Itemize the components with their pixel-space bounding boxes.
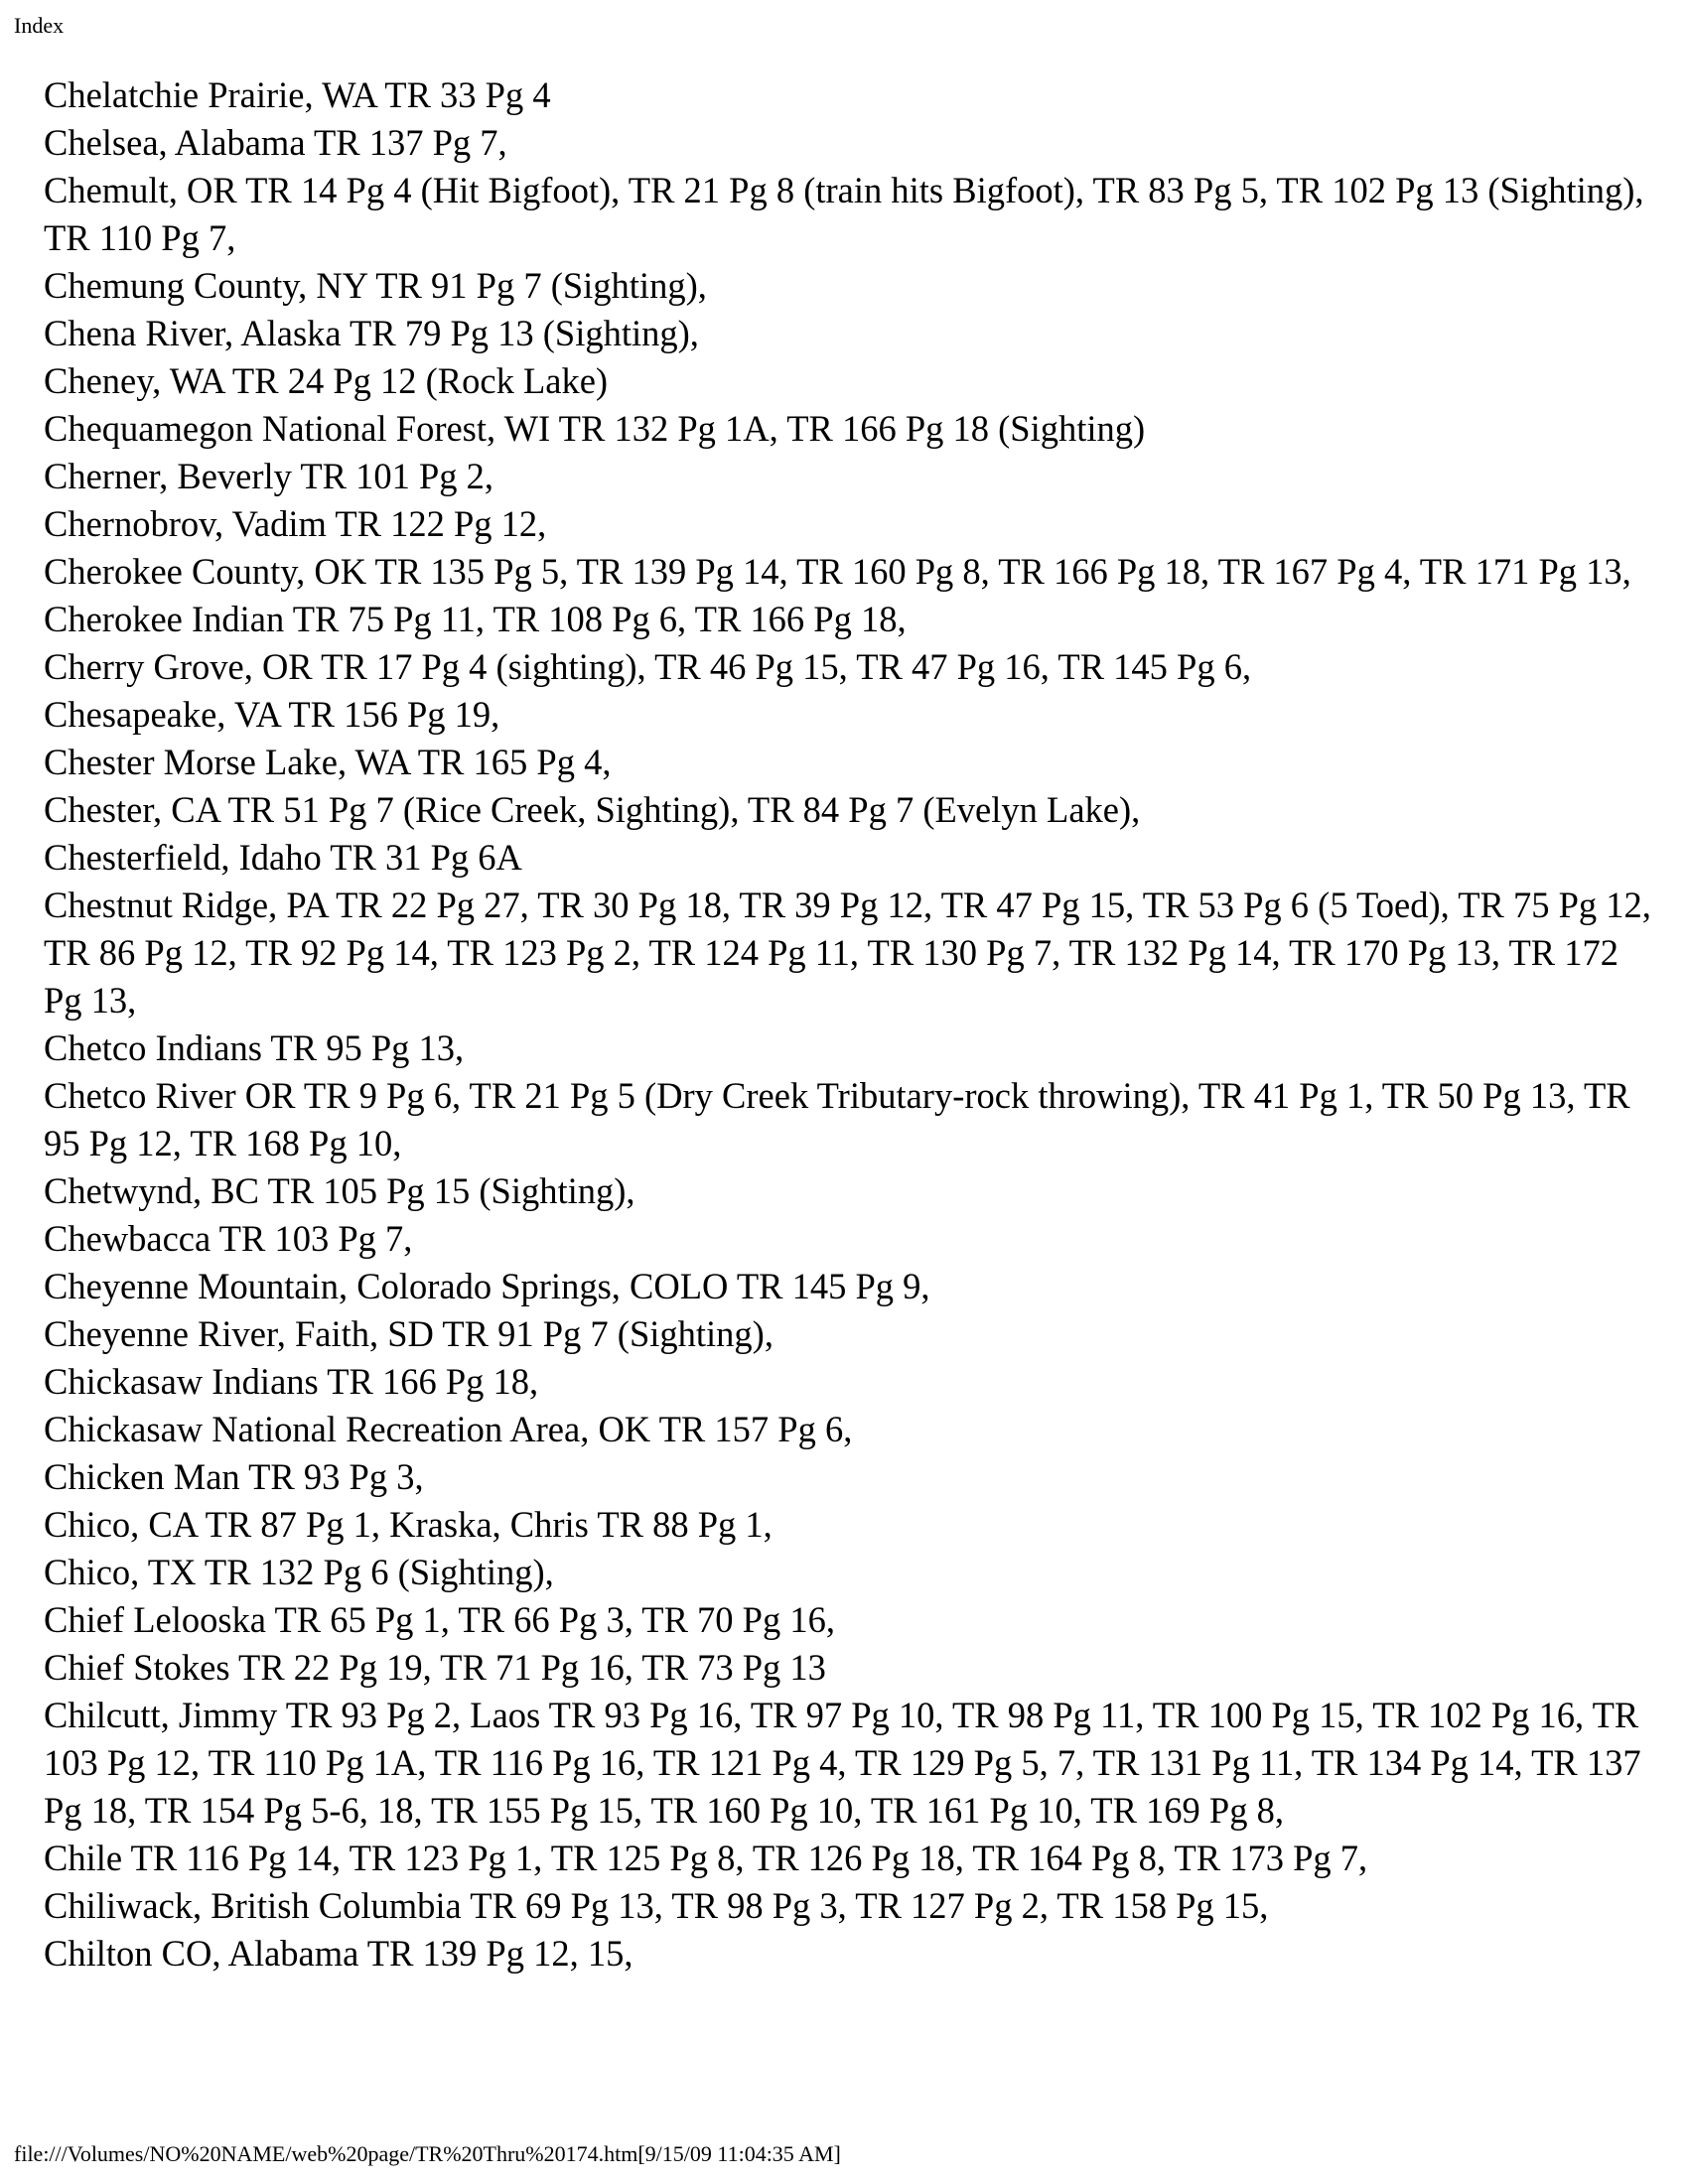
index-entry: Chesterfield, Idaho TR 31 Pg 6A — [44, 837, 522, 878]
index-entry: Cherner, Beverly TR 101 Pg 2, — [44, 456, 494, 496]
index-entry: Chilton CO, Alabama TR 139 Pg 12, 15, — [44, 1933, 633, 1974]
index-entry: Chester Morse Lake, WA TR 165 Pg 4, — [44, 742, 612, 782]
index-entry: Cherokee Indian TR 75 Pg 11, TR 108 Pg 6, TR 166 Pg 18, — [44, 599, 907, 639]
index-entry: Chetco River OR TR 9 Pg 6, TR 21 Pg 5 (Dry Creek Tributary-rock throwing), TR 41 Pg 1, TR 50 Pg 13, TR 95 Pg 12, TR 168 Pg 10, — [44, 1075, 1630, 1163]
index-entry: Cherry Grove, OR TR 17 Pg 4 (sighting), TR 46 Pg 15, TR 47 Pg 16, TR 145 Pg 6, — [44, 646, 1252, 687]
index-entry: Chester, CA TR 51 Pg 7 (Rice Creek, Sighting), TR 84 Pg 7 (Evelyn Lake), — [44, 789, 1141, 830]
index-entry: Chief Lelooska TR 65 Pg 1, TR 66 Pg 3, TR 70 Pg 16, — [44, 1599, 835, 1640]
index-entry: Cheyenne Mountain, Colorado Springs, COLO TR 145 Pg 9, — [44, 1266, 930, 1306]
index-entry: Chelsea, Alabama TR 137 Pg 7, — [44, 122, 507, 163]
page-header-title: Index — [14, 13, 65, 38]
index-entry: Chena River, Alaska TR 79 Pg 13 (Sighting), — [44, 313, 699, 353]
index-entry: Chickasaw National Recreation Area, OK TR 157 Pg 6, — [44, 1409, 853, 1449]
index-entry: Chickasaw Indians TR 166 Pg 18, — [44, 1361, 539, 1402]
index-entry: Chico, TX TR 132 Pg 6 (Sighting), — [44, 1552, 554, 1592]
index-entry: Chemult, OR TR 14 Pg 4 (Hit Bigfoot), TR 21 Pg 8 (train hits Bigfoot), TR 83 Pg 5, TR 102 Pg 13 (Sighting), TR 110 Pg 7, — [44, 170, 1644, 258]
index-entry: Chesapeake, VA TR 156 Pg 19, — [44, 694, 500, 735]
index-entry: Cheney, WA TR 24 Pg 12 (Rock Lake) — [44, 360, 609, 401]
index-entry: Chilcutt, Jimmy TR 93 Pg 2, Laos TR 93 Pg 16, TR 97 Pg 10, TR 98 Pg 11, TR 100 Pg 15, TR 102 Pg 16, TR 103 Pg 12, TR 110 Pg 1A, TR 116 Pg 16, TR 121 Pg 4, TR 129 Pg 5, 7, TR 131 Pg 11, TR 134 Pg 14, TR 137 Pg 18, TR 154 Pg 5-6, 18, TR 155 Pg 15, TR 160 Pg 10, TR 161 Pg 10, TR 169 Pg 8, — [44, 1695, 1641, 1831]
index-entry-list — [44, 71, 1652, 1978]
index-entry: Chewbacca TR 103 Pg 7, — [44, 1218, 413, 1259]
index-entry: Chestnut Ridge, PA TR 22 Pg 27, TR 30 Pg 18, TR 39 Pg 12, TR 47 Pg 15, TR 53 Pg 6 (5 Toed), TR 75 Pg 12, TR 86 Pg 12, TR 92 Pg 14, TR 123 Pg 2, TR 124 Pg 11, TR 130 Pg 7, TR 132 Pg 14, TR 170 Pg 13, TR 172 Pg 13, — [44, 885, 1651, 1021]
page-footer-url: file:///Volumes/NO%20NAME/web%20page/TR%20Thru%20174.htm[9/15/09 11:04:35 AM] — [14, 2141, 841, 2166]
index-entry: Chicken Man TR 93 Pg 3, — [44, 1456, 424, 1497]
index-entry: Chiliwack, British Columbia TR 69 Pg 13, TR 98 Pg 3, TR 127 Pg 2, TR 158 Pg 15, — [44, 1885, 1269, 1926]
index-entry: Chief Stokes TR 22 Pg 19, TR 71 Pg 16, TR 73 Pg 13 — [44, 1647, 826, 1688]
index-entry: Chetco Indians TR 95 Pg 13, — [44, 1027, 465, 1068]
index-entry: Chemung County, NY TR 91 Pg 7 (Sighting), — [44, 265, 707, 306]
index-entry: Chico, CA TR 87 Pg 1, Kraska, Chris TR 88 Pg 1, — [44, 1504, 773, 1545]
index-entry: Chernobrov, Vadim TR 122 Pg 12, — [44, 503, 547, 544]
index-entry: Chelatchie Prairie, WA TR 33 Pg 4 — [44, 74, 551, 115]
index-entry: Chile TR 116 Pg 14, TR 123 Pg 1, TR 125 Pg 8, TR 126 Pg 18, TR 164 Pg 8, TR 173 Pg 7, — [44, 1838, 1368, 1878]
index-entry: Chetwynd, BC TR 105 Pg 15 (Sighting), — [44, 1170, 635, 1211]
index-entry: Cheyenne River, Faith, SD TR 91 Pg 7 (Sighting), — [44, 1313, 774, 1354]
index-entry: Cherokee County, OK TR 135 Pg 5, TR 139 Pg 14, TR 160 Pg 8, TR 166 Pg 18, TR 167 Pg 4, TR 171 Pg 13, — [44, 551, 1631, 592]
index-entry: Chequamegon National Forest, WI TR 132 Pg 1A, TR 166 Pg 18 (Sighting) — [44, 408, 1146, 449]
